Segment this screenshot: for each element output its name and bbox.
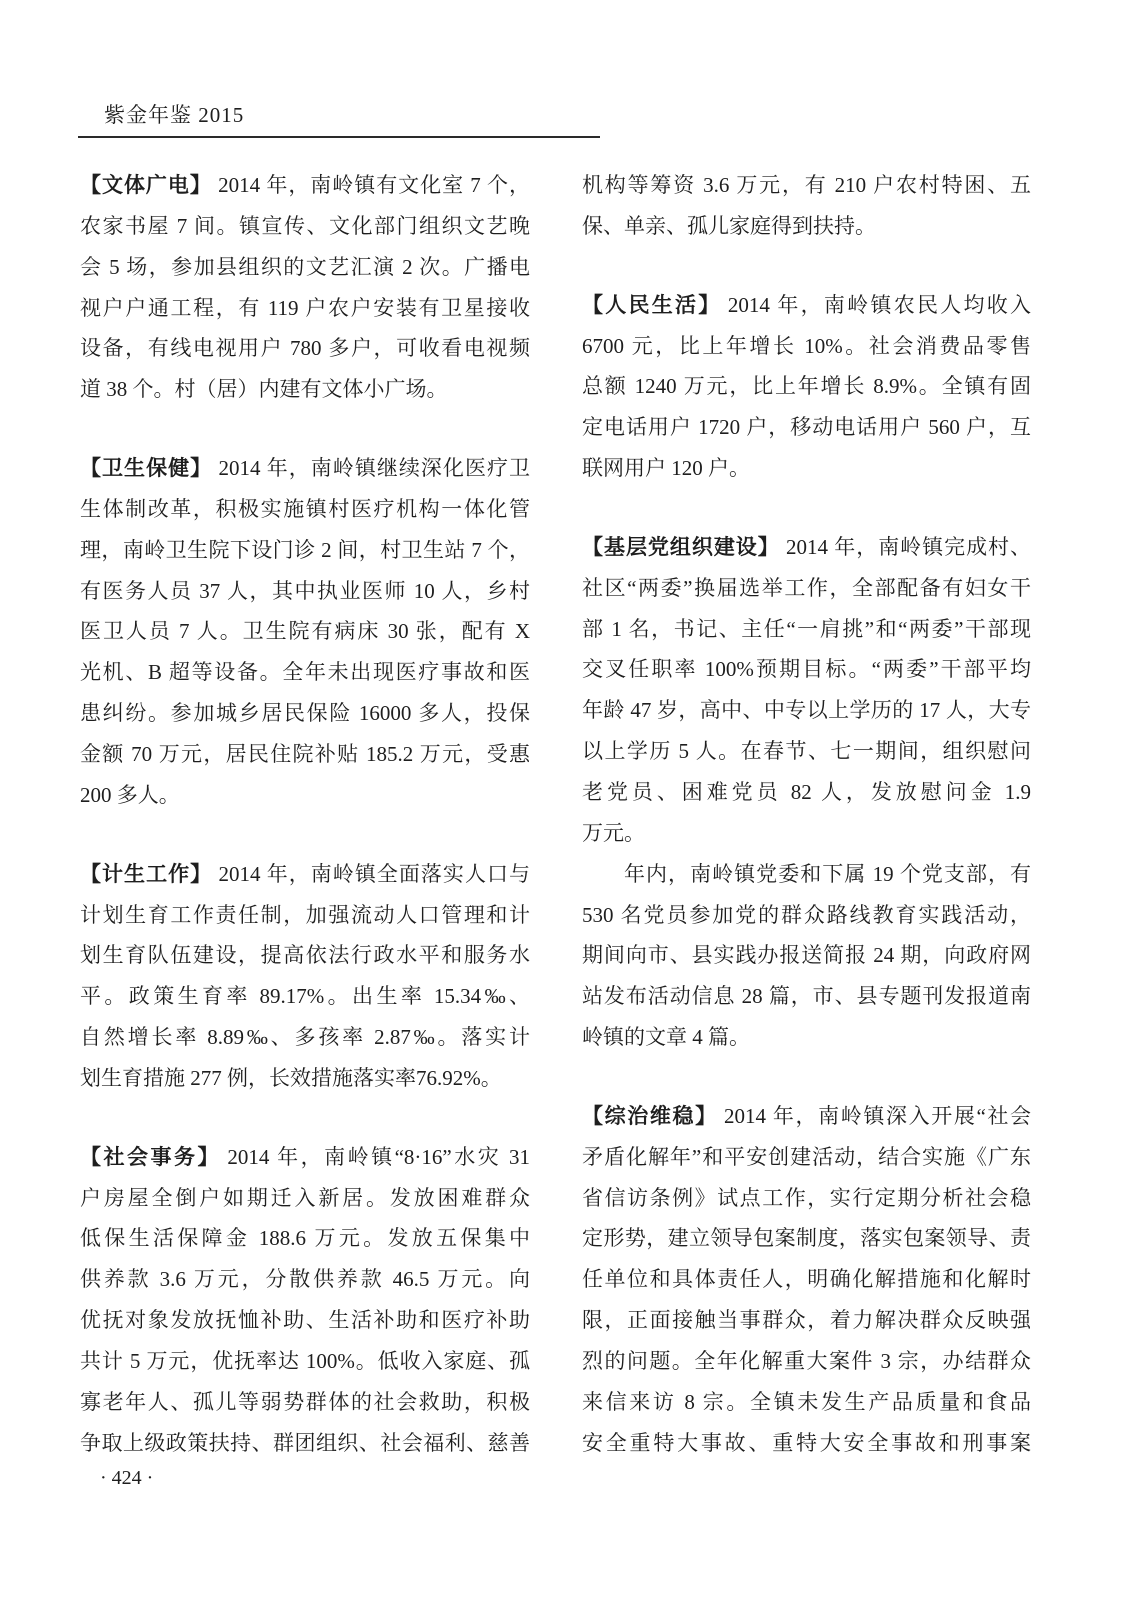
line-text: 期间向市、县实践办报送简报 24 期，向政府网	[582, 943, 1031, 968]
text-line	[80, 976, 530, 1017]
paragraph	[80, 448, 530, 816]
text-line	[80, 1300, 530, 1341]
text-line	[582, 1137, 1031, 1178]
text-line	[80, 611, 530, 652]
text-line	[80, 1058, 530, 1099]
section	[80, 448, 530, 816]
text-line	[582, 1218, 1031, 1259]
line-text: 农家书屋 7 间。镇宣传、文化部门组织文艺晚	[80, 213, 530, 238]
text-line	[582, 285, 1031, 326]
text-line	[582, 407, 1031, 448]
text-line	[582, 326, 1031, 367]
text-line	[582, 527, 1031, 568]
line-text: 总额 1240 万元，比上年增长 8.9%。全镇有固	[582, 374, 1031, 399]
line-text: 2014 年，南岭镇全面落实人口与	[218, 861, 531, 886]
page-number: · 424 ·	[100, 1467, 154, 1489]
line-text: 优抚对象发放抚恤补助、生活补助和医疗补助	[80, 1308, 530, 1333]
line-text: 社区“两委”换届选举工作，全部配备有妇女干	[582, 575, 1031, 600]
text-line	[582, 609, 1031, 650]
text-line	[80, 1341, 530, 1382]
text-line	[80, 165, 530, 206]
section-heading: 【卫生保健】	[80, 456, 213, 481]
text-line	[80, 1259, 530, 1300]
line-text: 共计 5 万元，优抚率达 100%。低收入家庭、孤	[80, 1348, 530, 1373]
line-text: 部 1 名，书记、主任“一肩挑”和“两委”干部现	[582, 616, 1031, 641]
text-line	[80, 247, 530, 288]
line-text: 低保生活保障金 188.6 万元。发放五保集中	[80, 1226, 530, 1251]
line-text: 平。政策生育率 89.17%。出生率 15.34‰、	[80, 984, 530, 1009]
text-line	[582, 206, 1031, 247]
text-line	[582, 1341, 1031, 1382]
line-text: 限，正面接触当事群众，着力解决群众反映强	[582, 1308, 1031, 1333]
text-line	[80, 935, 530, 976]
column-left	[80, 165, 530, 1463]
text-line	[582, 690, 1031, 731]
line-text: 争取上级政策扶持、群团组织、社会福利、慈善	[80, 1430, 530, 1455]
text-line	[582, 366, 1031, 407]
text-line	[582, 448, 1031, 489]
line-text: 来信来访 8 宗。全镇未发生产品质量和食品	[582, 1389, 1031, 1414]
text-line	[80, 693, 530, 734]
line-text: 年龄 47 岁，高中、中专以上学历的 17 人，大专	[582, 698, 1031, 723]
line-text: 任单位和具体责任人，明确化解措施和化解时	[582, 1267, 1031, 1292]
line-text: 计划生育工作责任制，加强流动人口管理和计	[80, 902, 530, 927]
text-line	[582, 1259, 1031, 1300]
text-line	[582, 935, 1031, 976]
line-text: 划生育措施 277 例，长效措施落实率76.92%。	[80, 1065, 502, 1090]
section	[80, 1137, 530, 1464]
section	[582, 1096, 1031, 1464]
line-text: 保、单亲、孤儿家庭得到扶持。	[582, 213, 876, 238]
text-line	[582, 1178, 1031, 1219]
paragraph	[80, 1137, 530, 1464]
text-line	[582, 568, 1031, 609]
section-heading: 【基层党组织建设】	[582, 534, 780, 559]
text-line	[80, 328, 530, 369]
section	[582, 527, 1031, 1058]
line-text: 机构等筹资 3.6 万元，有 210 户农村特困、五	[582, 173, 1031, 197]
line-text: 自然增长率 8.89‰、多孩率 2.87‰。落实计	[80, 1025, 530, 1050]
line-text: 患纠纷。参加城乡居民保险 16000 多人，投保	[80, 701, 530, 726]
line-text: 安全重特大事故、重特大安全事故和刑事案	[582, 1430, 1031, 1455]
paragraph	[80, 165, 530, 410]
text-line	[80, 206, 530, 247]
line-text: 烈的问题。全年化解重大案件 3 宗，办结群众	[582, 1348, 1031, 1373]
text-line	[80, 1218, 530, 1259]
text-line	[582, 1017, 1031, 1058]
line-text: 2014 年，南岭镇农民人均收入	[727, 292, 1032, 317]
line-text: 医卫人员 7 人。卫生院有病床 30 张，配有 X	[80, 619, 530, 644]
line-text: 2014 年，南岭镇继续深化医疗卫	[218, 456, 531, 481]
line-text: 站发布活动信息 28 篇，市、县专题刊发报道南	[582, 984, 1031, 1009]
paragraph	[80, 854, 530, 1099]
paragraph	[582, 527, 1031, 854]
line-text: 理，南岭卫生院下设门诊 2 间，村卫生站 7 个，	[80, 537, 530, 562]
header-rule	[78, 136, 600, 138]
section-heading: 【综治维稳】	[582, 1103, 718, 1128]
text-line	[80, 1382, 530, 1423]
line-text: 老党员、困难党员 82 人，发放慰问金 1.9	[582, 779, 1031, 804]
text-line	[582, 165, 1031, 206]
paragraph	[582, 165, 1031, 247]
text-line	[582, 731, 1031, 772]
text-line	[582, 649, 1031, 690]
text-line	[80, 448, 530, 489]
line-text: 生体制改革，积极实施镇村医疗机构一体化管	[80, 496, 530, 521]
line-text: 交叉任职率 100%预期目标。“两委”干部平均	[582, 657, 1031, 682]
running-header: 紫金年鉴 2015	[104, 103, 245, 127]
line-text: 光机、B 超等设备。全年未出现医疗事故和医	[80, 660, 530, 685]
text-line	[80, 1137, 530, 1178]
text-line	[582, 813, 1031, 854]
text-line	[80, 775, 530, 816]
text-line	[80, 571, 530, 612]
line-text: 定形势，建立领导包案制度，落实包案领导、责	[582, 1226, 1031, 1251]
line-text: 200 多人。	[80, 782, 180, 807]
section-heading: 【计生工作】	[80, 861, 213, 886]
paragraph	[582, 854, 1031, 1058]
line-text: 会 5 场，参加县组织的文艺汇演 2 次。广播电	[80, 254, 530, 279]
line-text: 金额 70 万元，居民住院补贴 185.2 万元，受惠	[80, 741, 530, 766]
text-line	[80, 895, 530, 936]
text-line	[582, 1096, 1031, 1137]
text-line	[80, 854, 530, 895]
text-line	[80, 1423, 530, 1464]
line-text: 供养款 3.6 万元，分散供养款 46.5 万元。向	[80, 1267, 530, 1292]
section-heading: 【人民生活】	[582, 292, 722, 317]
line-text: 有医务人员 37 人，其中执业医师 10 人，乡村	[80, 578, 530, 603]
paragraph	[582, 1096, 1031, 1464]
line-text: 视户户通工程，有 119 户农户安装有卫星接收	[80, 295, 530, 320]
line-text: 2014 年，南岭镇完成村、	[786, 534, 1032, 559]
line-text: 6700 元，比上年增长 10%。社会消费品零售	[582, 333, 1031, 358]
text-line	[582, 976, 1031, 1017]
line-text: 定电话用户 1720 户，移动电话用户 560 户，互	[582, 415, 1031, 440]
section	[582, 165, 1031, 247]
text-line	[582, 1382, 1031, 1423]
section	[582, 285, 1031, 489]
line-text: 户房屋全倒户如期迁入新居。发放困难群众	[80, 1185, 530, 1210]
line-text: 设备，有线电视用户 780 多户，可收看电视频	[80, 336, 530, 361]
line-text: 道 38 个。村（居）内建有文体小广场。	[80, 377, 448, 402]
line-text: 2014 年，南岭镇深入开展“社会	[724, 1103, 1032, 1128]
column-right	[582, 165, 1031, 1463]
line-text: 划生育队伍建设，提高依法行政水平和服务水	[80, 943, 530, 968]
line-text: 万元。	[582, 820, 645, 845]
line-text: 省信访条例》试点工作，实行定期分析社会稳	[582, 1185, 1031, 1210]
section	[80, 854, 530, 1099]
text-line	[80, 288, 530, 329]
line-text: 530 名党员参加党的群众路线教育实践活动，	[582, 902, 1031, 927]
section-heading: 【文体广电】	[80, 173, 212, 197]
line-text: 岭镇的文章 4 篇。	[582, 1025, 750, 1050]
text-line	[80, 1178, 530, 1219]
paragraph	[582, 285, 1031, 489]
section	[80, 165, 530, 410]
line-text: 联网用户 120 户。	[582, 456, 750, 481]
text-line	[582, 854, 1031, 895]
text-line	[80, 652, 530, 693]
line-text: 年内，南岭镇党委和下属 19 个党支部，有	[624, 861, 1031, 886]
text-line	[80, 369, 530, 410]
text-line	[582, 1300, 1031, 1341]
text-line	[80, 489, 530, 530]
line-text: 以上学历 5 人。在春节、七一期间，组织慰问	[582, 739, 1031, 764]
line-text: 2014 年，南岭镇“8·16”水灾 31	[227, 1144, 531, 1169]
text-line	[582, 895, 1031, 936]
text-line	[80, 1017, 530, 1058]
line-text: 2014 年，南岭镇有文化室 7 个，	[218, 173, 530, 197]
text-line	[582, 772, 1031, 813]
text-line	[582, 1423, 1031, 1464]
line-text: 寡老年人、孤儿等弱势群体的社会救助，积极	[80, 1389, 530, 1414]
text-line	[80, 530, 530, 571]
section-heading: 【社会事务】	[80, 1144, 222, 1169]
line-text: 矛盾化解年”和平安创建活动，结合实施《广东	[582, 1144, 1031, 1169]
text-line	[80, 734, 530, 775]
